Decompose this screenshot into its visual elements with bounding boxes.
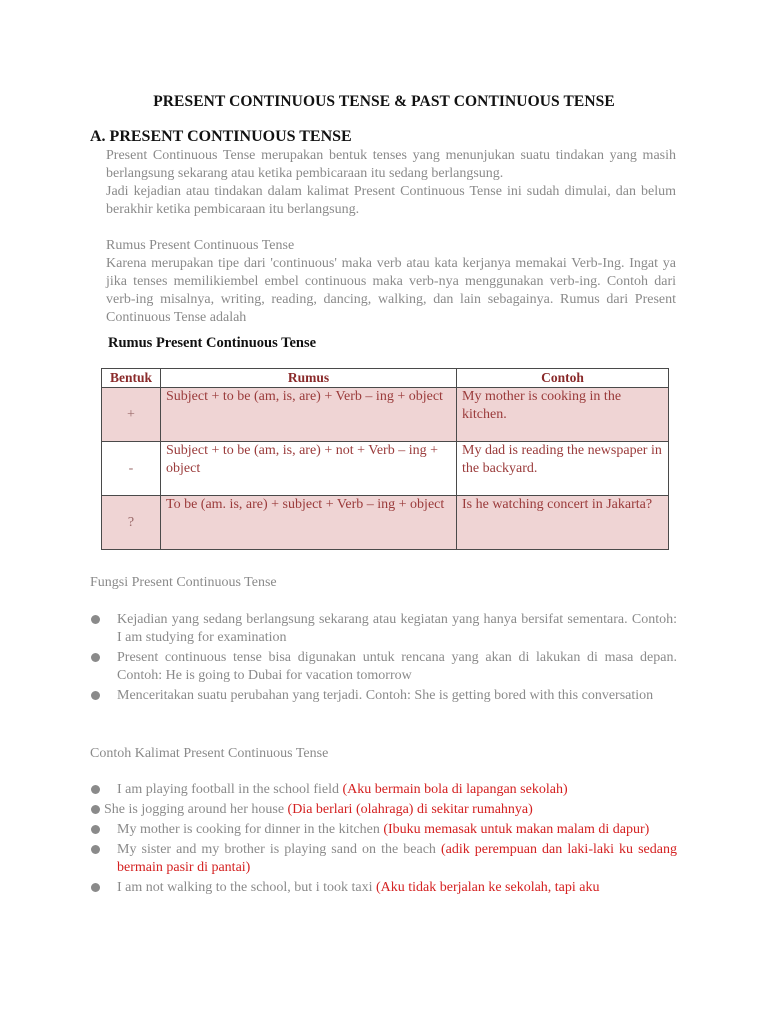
example-english: She is jogging around her house: [104, 802, 288, 817]
document-title: PRESENT CONTINUOUS TENSE & PAST CONTINUOUS TENSE: [153, 93, 615, 110]
example-translation: (Dia berlari (olahraga) di sekitar rumahnya): [287, 802, 533, 817]
bullet-icon: [91, 883, 100, 892]
list-item: [90, 879, 677, 897]
rumus-cell: Subject + to be (am, is, are) + Verb – ing + object: [161, 388, 457, 442]
contoh-cell: My dad is reading the newspaper in the backyard.: [457, 442, 669, 496]
table-row: [102, 442, 669, 496]
list-item: [90, 801, 677, 819]
example-english: My sister and my brother is playing sand on the beach: [117, 842, 441, 857]
header-contoh: Contoh: [457, 369, 669, 388]
bullet-icon: [91, 615, 100, 624]
list-item: [90, 781, 677, 799]
fungsi-list: [90, 611, 677, 707]
bullet-icon: [91, 653, 100, 662]
bentuk-cell: ?: [102, 496, 161, 550]
contoh-cell: My mother is cooking in the kitchen.: [457, 388, 669, 442]
example-english: My mother is cooking for dinner in the kitchen: [117, 822, 384, 837]
fungsi-label: Fungsi Present Continuous Tense: [90, 575, 277, 590]
rumus-table: [101, 368, 669, 550]
list-item: [90, 611, 677, 647]
example-translation: (adik perempuan dan laki-laki ku sedang bermain pasir di pantai): [117, 842, 677, 875]
example-translation: (Aku tidak berjalan ke sekolah, tapi aku: [375, 880, 600, 895]
contoh-list: [90, 781, 677, 899]
table-header-row: [102, 369, 669, 388]
intro-paragraph-2: Jadi kejadian atau tindakan dalam kalimat Present Continuous Tense ini sudah dimulai, dan belum berakhir ketika pembicaraan itu berlangsung.: [106, 184, 676, 217]
table-caption: Rumus Present Continuous Tense: [108, 335, 317, 351]
header-rumus: Rumus: [161, 369, 457, 388]
list-item: [90, 841, 677, 877]
contoh-label: Contoh Kalimat Present Continuous Tense: [90, 746, 329, 761]
example-translation: (Ibuku memasak untuk makan malam di dapur): [383, 822, 650, 837]
intro-paragraph-1: Present Continuous Tense merupakan bentuk tenses yang menunjukan suatu tindakan yang masih berlangsung sekarang atau ketika pembicaraan itu sedang berlangsung.: [106, 148, 676, 181]
list-item-text: Menceritakan suatu perubahan yang terjadi. Contoh: She is getting bored with this conversation: [117, 688, 654, 703]
bullet-icon: [91, 845, 100, 854]
bullet-icon: [91, 805, 100, 814]
rumus-cell: To be (am. is, are) + subject + Verb – ing + object: [161, 496, 457, 550]
section-heading: A. PRESENT CONTINUOUS TENSE: [90, 128, 352, 145]
bullet-icon: [91, 691, 100, 700]
example-translation: (Aku bermain bola di lapangan sekolah): [342, 782, 568, 797]
rumus-cell: Subject + to be (am, is, are) + not + Verb – ing + object: [161, 442, 457, 496]
rumus-intro-label: Rumus Present Continuous Tense: [106, 238, 295, 253]
bentuk-cell: -: [102, 442, 161, 496]
list-item: [90, 821, 677, 839]
list-item: [90, 687, 677, 705]
table-row: [102, 496, 669, 550]
table-row: [102, 388, 669, 442]
intro-paragraphs: [106, 147, 676, 219]
example-english: I am playing football in the school field: [117, 782, 343, 797]
example-english: I am not walking to the school, but i took taxi: [117, 880, 376, 895]
bullet-icon: [91, 825, 100, 834]
list-item-text: Present continuous tense bisa digunakan untuk rencana yang akan di lakukan di masa depan. Contoh: He is going to Dubai for vacation tomorrow: [117, 650, 677, 683]
rumus-intro-paragraph: Karena merupakan tipe dari 'continuous' maka verb atau kata kerjanya memakai Verb-Ing. Ingat ya jika tenses memilikiembel embel continuous maka verb-nya menggunakan verb-ing. Contoh dari verb-ing misalnya, writing, reading, dancing, walking, dan lain sebagainya. Rumus dari Present Continuous Tense adalah: [106, 256, 676, 325]
header-bentuk: Bentuk: [102, 369, 161, 388]
bentuk-cell: +: [102, 388, 161, 442]
list-item-text: Kejadian yang sedang berlangsung sekarang atau kegiatan yang hanya bersifat sementara. Contoh: I am studying for examination: [117, 612, 677, 645]
rumus-intro: [106, 237, 676, 327]
contoh-cell: Is he watching concert in Jakarta?: [457, 496, 669, 550]
bullet-icon: [91, 785, 100, 794]
list-item: [90, 649, 677, 685]
